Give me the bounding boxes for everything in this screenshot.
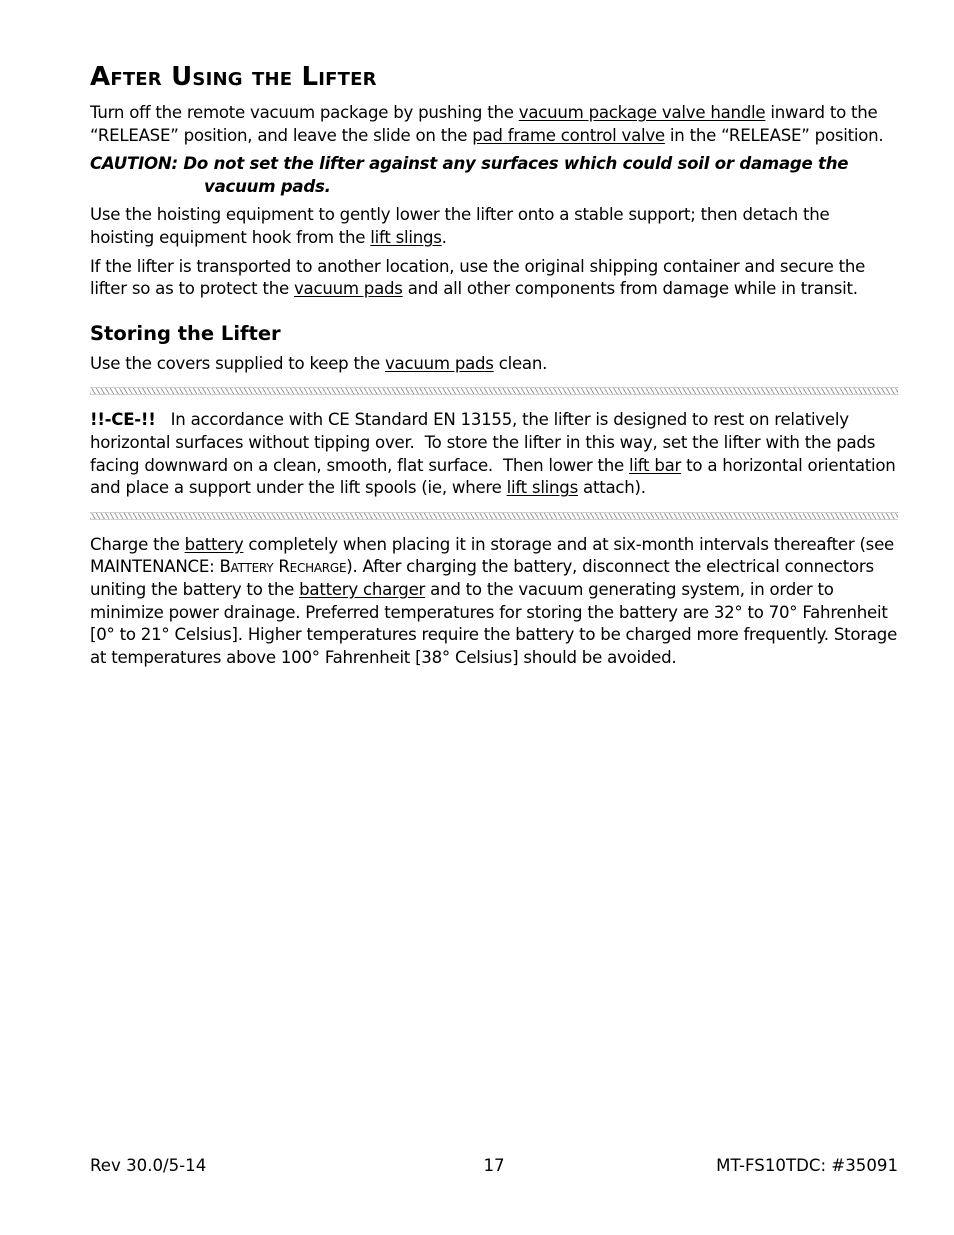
text-run: Use the hoisting equipment to gently lower the lifter onto a stable support; then detach the hoisting equipment hook from the [90, 205, 830, 247]
caution-line-1: CAUTION: Do not set the lifter against any surfaces which could soil or damage the [90, 154, 849, 174]
text-run: inward to the “RELEASE” position, and leave the slide on the [90, 103, 878, 145]
text-run: In accordance with CE Standard EN 13155, the lifter is designed to rest on relatively horizontal surfaces without tipping over. To store the lifter in this way, set the lifter with the pads facing downward on a clean, smooth, flat surface. Then lower the [90, 410, 881, 475]
paragraph-battery-storage [90, 534, 898, 670]
text-run: . [441, 227, 447, 247]
text-run: and all other components from damage while in transit. [402, 279, 858, 299]
paragraph-lower-lifter [90, 204, 898, 249]
footer-document-id: MT-FS10TDC: #35091 [716, 1156, 898, 1175]
text-run: Charge the [90, 534, 185, 554]
ce-note [90, 409, 898, 499]
section-heading: After Using the Lifter [90, 62, 377, 92]
text-run: ). After charging the battery, disconnect the electrical connectors uniting the battery to the [90, 557, 874, 599]
text-run: Turn off the remote vacuum package by pushing the [90, 103, 519, 122]
manual-page [90, 58, 898, 675]
ce-divider-top [90, 387, 898, 395]
text-run: and to the vacuum generating system, in order to minimize power drainage. Preferred temperatures for storing the battery are 32° to 70° Fahrenheit [0° to 21° Celsius]. Higher temperatures require the battery to be charged more frequently. Storage at temperatures above 100° Fahrenheit [38° Celsius] should be avoided. [90, 579, 898, 667]
link-lift-slings[interactable]: lift slings [370, 227, 442, 247]
paragraph-covers [90, 353, 898, 376]
paragraph-transport [90, 256, 898, 301]
link-battery[interactable]: battery [184, 534, 244, 554]
link-vacuum-package-valve-handle[interactable]: vacuum package valve handle [518, 103, 766, 122]
ce-divider-bottom [90, 512, 898, 520]
text-run: clean. [493, 353, 548, 373]
link-vacuum-pads[interactable]: vacuum pads [293, 279, 403, 299]
text-run: in the “RELEASE” position. [664, 125, 884, 145]
text-run: If the lifter is transported to another location, use the original shipping container and secure the lifter so as to protect the [90, 256, 866, 299]
ce-tag: !!-CE-!! [90, 410, 156, 430]
link-pad-frame-control-valve[interactable]: pad frame control valve [472, 125, 665, 145]
caution-note [90, 153, 898, 198]
text-run: to a horizontal orientation and place a support under the lift spools (ie, where [90, 455, 896, 498]
text-run: completely when placing it in storage and at six-month intervals thereafter (see MAINTENANCE: [90, 534, 894, 577]
link-lift-bar[interactable]: lift bar [629, 455, 682, 475]
link-vacuum-pads[interactable]: vacuum pads [384, 353, 494, 373]
link-lift-slings[interactable]: lift slings [506, 478, 578, 498]
cross-reference-battery-recharge: Battery Recharge [219, 557, 347, 577]
page-footer [90, 1156, 898, 1180]
footer-revision: Rev 30.0/5-14 [90, 1156, 207, 1175]
footer-page-number: 17 [483, 1156, 505, 1175]
text-run: attach). [578, 478, 646, 498]
text-run: Use the covers supplied to keep the [90, 353, 385, 373]
paragraph-release-valves [90, 102, 898, 147]
caution-line-2: vacuum pads. [204, 176, 331, 196]
link-battery-charger[interactable]: battery charger [299, 579, 426, 599]
subsection-heading: Storing the Lifter [90, 321, 281, 345]
